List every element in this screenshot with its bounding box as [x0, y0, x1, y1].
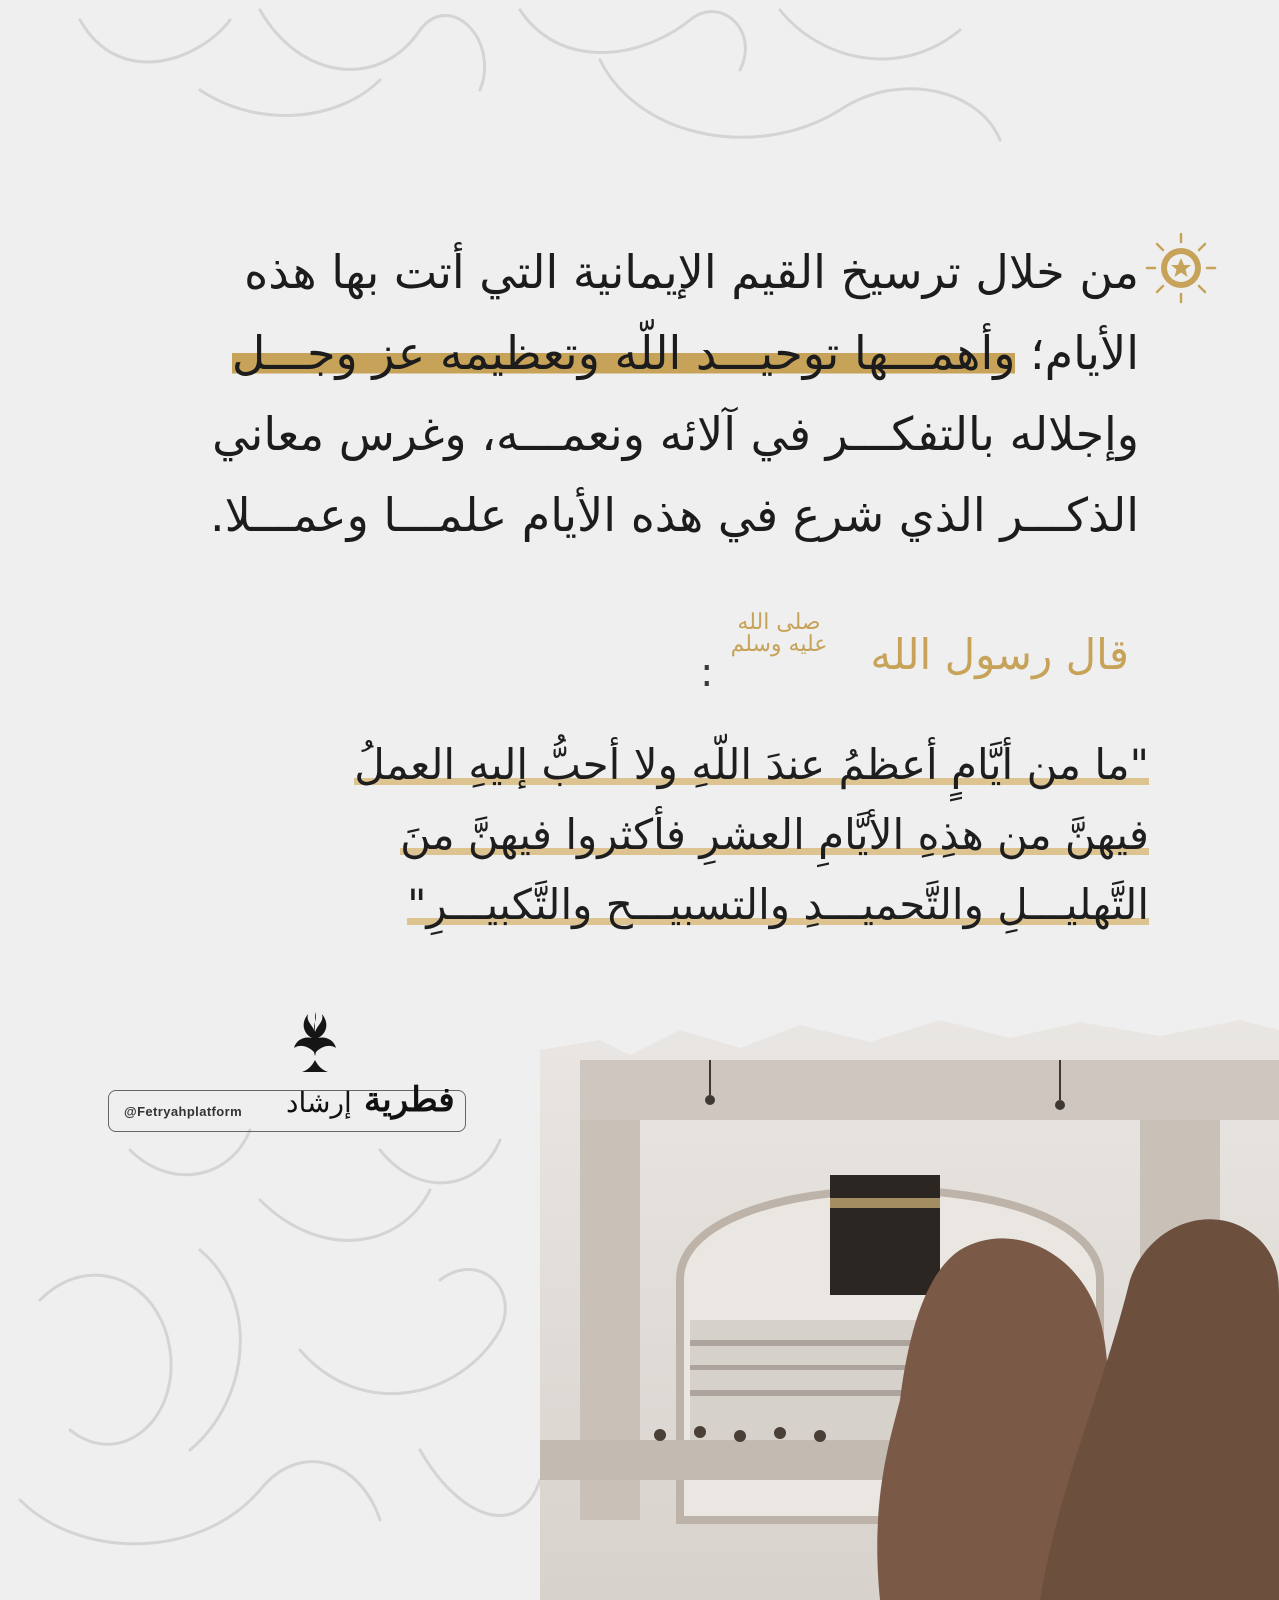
brand-handle: @Fetryahplatform [124, 1104, 243, 1119]
quote-line-1 [140, 730, 1149, 800]
hadith-quote [140, 730, 1149, 940]
kaaba-photo [540, 1020, 1279, 1600]
brand-flame-logo-icon [290, 1012, 340, 1082]
honorific-calligraphy: صلى الله عليه وسلم [730, 610, 828, 657]
quote-line-3-text: التَّهليـــلِ والتَّحميـــدِ والتسبيـــح والتَّكبيـــرِ" [407, 880, 1149, 929]
brand-name: فطرية [364, 1080, 455, 1120]
paragraph-line-1: من خلال ترسيخ القيم الإيمانية التي أتت بها هذه [244, 245, 1139, 299]
paragraph-line-4: الذكـــر الذي شرع في هذه الأيام علمـــا وعمـــلا. [210, 488, 1139, 542]
brand-subtitle: إرشاد [286, 1086, 352, 1119]
quote-line-2 [140, 800, 1149, 870]
paragraph-highlight: وأهمـــها توحيـــد اللّه وتعظيمه عز وجـــل [231, 326, 1016, 380]
quote-line-1-text: "ما من أيَّامٍ أعظمُ عندَ اللّهِ ولا أحبُّ إليهِ العملُ [354, 740, 1149, 789]
hadith-title: قال رسول الله [870, 630, 1129, 679]
paragraph-line-2 [55, 313, 1139, 394]
hadith-colon: : [700, 650, 714, 696]
quote-line-2-text: فيهنَّ من هذِهِ الأيَّامِ العشرِ فأكثروا فيهنَّ منَ [400, 810, 1149, 859]
paragraph-line-3: وإجلاله بالتفكـــر في آلائه ونعمـــه، وغرس معاني [212, 407, 1139, 461]
quote-line-3 [140, 870, 1149, 940]
star-burst-icon [1145, 232, 1217, 304]
intro-paragraph [55, 232, 1139, 556]
paragraph-line-2-start: الأيام؛ [1015, 326, 1139, 380]
